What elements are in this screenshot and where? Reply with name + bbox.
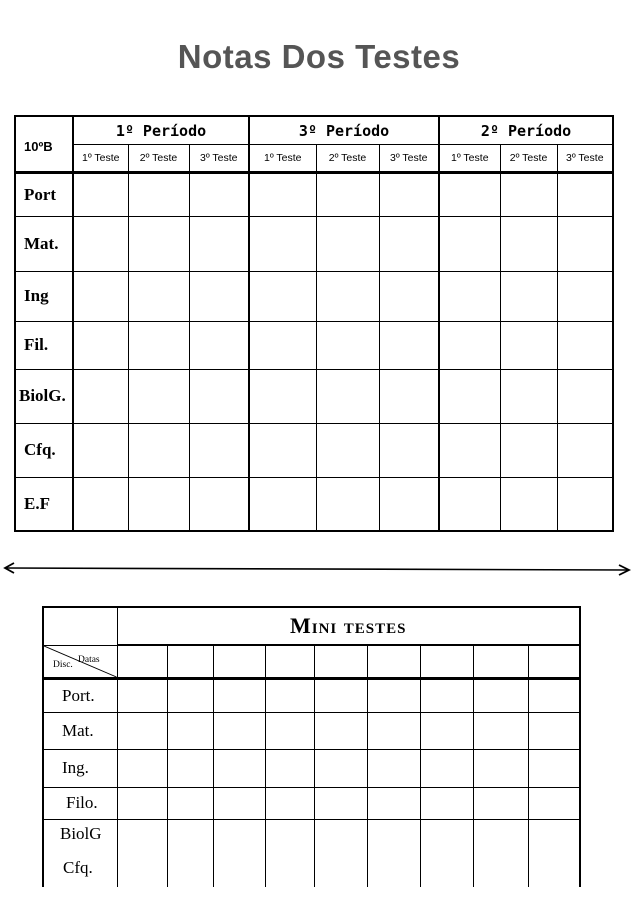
- mini-subject-label: Cfq.: [43, 849, 117, 887]
- date-cell[interactable]: [420, 645, 473, 678]
- grade-cell[interactable]: [379, 271, 439, 321]
- grade-cell[interactable]: [189, 477, 249, 531]
- period-header: 2º Período: [439, 116, 613, 144]
- mini-grade-cell[interactable]: [213, 849, 265, 887]
- grade-cell[interactable]: [500, 369, 557, 423]
- table-row: [43, 849, 580, 887]
- mini-grade-cell[interactable]: [528, 819, 580, 849]
- table-row: [43, 787, 580, 819]
- grade-cell[interactable]: [439, 216, 500, 271]
- mini-tests-title: Mini testes: [117, 607, 580, 645]
- test-header: 1º Teste: [249, 144, 316, 172]
- mini-grade-cell[interactable]: [528, 712, 580, 749]
- table-row: [15, 271, 613, 321]
- mini-grade-cell[interactable]: [167, 678, 213, 712]
- grade-cell[interactable]: [189, 423, 249, 477]
- mini-subject-label: Filo.: [43, 787, 117, 819]
- grade-cell[interactable]: [439, 321, 500, 369]
- mini-grade-cell[interactable]: [367, 749, 420, 787]
- dates-header-label: Datas: [78, 654, 100, 665]
- subject-label: Cfq.: [15, 423, 73, 477]
- mini-grade-cell[interactable]: [117, 712, 167, 749]
- grade-cell[interactable]: [500, 477, 557, 531]
- date-cell[interactable]: [473, 645, 528, 678]
- mini-grade-cell[interactable]: [420, 712, 473, 749]
- test-header: 2º Teste: [128, 144, 189, 172]
- table-row: [15, 369, 613, 423]
- grade-cell[interactable]: [379, 216, 439, 271]
- mini-grade-cell[interactable]: [473, 712, 528, 749]
- grade-cell[interactable]: [557, 271, 613, 321]
- date-cell[interactable]: [265, 645, 314, 678]
- mini-grade-cell[interactable]: [314, 712, 367, 749]
- date-cell[interactable]: [528, 645, 580, 678]
- grade-cell[interactable]: [73, 477, 128, 531]
- grade-cell[interactable]: [439, 369, 500, 423]
- mini-grade-cell[interactable]: [420, 749, 473, 787]
- grade-cell[interactable]: [189, 271, 249, 321]
- grade-cell[interactable]: [249, 216, 316, 271]
- subject-label: E.F: [15, 477, 73, 531]
- mini-grade-cell[interactable]: [367, 849, 420, 887]
- diagonal-header-cell: [43, 645, 117, 678]
- grade-cell[interactable]: [379, 172, 439, 216]
- mini-grade-cell[interactable]: [528, 787, 580, 819]
- mini-grade-cell[interactable]: [420, 849, 473, 887]
- grades-table: [14, 115, 614, 532]
- mini-grade-cell[interactable]: [420, 787, 473, 819]
- grade-cell[interactable]: [379, 423, 439, 477]
- grade-cell[interactable]: [316, 369, 379, 423]
- grade-cell[interactable]: [439, 172, 500, 216]
- table-row: [15, 477, 613, 531]
- grade-cell[interactable]: [557, 369, 613, 423]
- mini-grade-cell[interactable]: [265, 849, 314, 887]
- test-header: 2º Teste: [500, 144, 557, 172]
- grade-cell[interactable]: [189, 216, 249, 271]
- grade-cell[interactable]: [500, 321, 557, 369]
- grade-cell[interactable]: [249, 477, 316, 531]
- grade-cell[interactable]: [557, 423, 613, 477]
- grade-cell[interactable]: [379, 369, 439, 423]
- grade-cell[interactable]: [249, 271, 316, 321]
- mini-grade-cell[interactable]: [473, 749, 528, 787]
- mini-subject-label: Mat.: [43, 712, 117, 749]
- mini-grade-cell[interactable]: [167, 819, 213, 849]
- test-header: 2º Teste: [316, 144, 379, 172]
- mini-grade-cell[interactable]: [117, 787, 167, 819]
- grade-cell[interactable]: [128, 172, 189, 216]
- grade-cell[interactable]: [73, 321, 128, 369]
- mini-grade-cell[interactable]: [167, 749, 213, 787]
- date-cell[interactable]: [314, 645, 367, 678]
- mini-grade-cell[interactable]: [367, 712, 420, 749]
- mini-grade-cell[interactable]: [117, 819, 167, 849]
- date-cell[interactable]: [167, 645, 213, 678]
- test-header: 3º Teste: [557, 144, 613, 172]
- mini-subject-label: Port.: [43, 678, 117, 712]
- date-cell[interactable]: [367, 645, 420, 678]
- grade-cell[interactable]: [128, 216, 189, 271]
- grade-cell[interactable]: [249, 172, 316, 216]
- mini-grade-cell[interactable]: [265, 678, 314, 712]
- test-header: 3º Teste: [189, 144, 249, 172]
- mini-grade-cell[interactable]: [367, 819, 420, 849]
- mini-grade-cell[interactable]: [265, 819, 314, 849]
- subjects-header-label: Disc.: [53, 659, 73, 670]
- mini-grade-cell[interactable]: [473, 678, 528, 712]
- grade-cell[interactable]: [249, 321, 316, 369]
- mini-subject-label: BiolG: [43, 819, 117, 849]
- mini-grade-cell[interactable]: [265, 787, 314, 819]
- grade-cell[interactable]: [500, 172, 557, 216]
- mini-grade-cell[interactable]: [473, 849, 528, 887]
- grade-cell[interactable]: [128, 369, 189, 423]
- period-header: 3º Período: [249, 116, 439, 144]
- grade-cell[interactable]: [249, 369, 316, 423]
- grade-cell[interactable]: [439, 423, 500, 477]
- grade-cell[interactable]: [128, 271, 189, 321]
- mini-grade-cell[interactable]: [167, 787, 213, 819]
- mini-grade-cell[interactable]: [314, 749, 367, 787]
- grade-cell[interactable]: [73, 172, 128, 216]
- subject-label: Fil.: [15, 321, 73, 369]
- period-header: 1º Período: [73, 116, 249, 144]
- grade-cell[interactable]: [189, 172, 249, 216]
- mini-grade-cell[interactable]: [213, 819, 265, 849]
- grade-cell[interactable]: [500, 271, 557, 321]
- grade-cell[interactable]: [557, 477, 613, 531]
- mini-grade-cell[interactable]: [367, 787, 420, 819]
- grade-cell[interactable]: [439, 271, 500, 321]
- subject-label: Port: [15, 172, 73, 216]
- grade-cell[interactable]: [316, 172, 379, 216]
- table-row: [43, 819, 580, 849]
- mini-grade-cell[interactable]: [213, 749, 265, 787]
- grade-cell[interactable]: [316, 216, 379, 271]
- mini-grade-cell[interactable]: [167, 712, 213, 749]
- grade-cell[interactable]: [316, 477, 379, 531]
- grade-cell[interactable]: [316, 271, 379, 321]
- test-header: 1º Teste: [439, 144, 500, 172]
- mini-subject-label: Ing.: [43, 749, 117, 787]
- table-row: [43, 678, 580, 712]
- class-label: 10ºB: [15, 116, 73, 172]
- grade-cell[interactable]: [557, 216, 613, 271]
- mini-grade-cell[interactable]: [420, 819, 473, 849]
- double-arrow-divider: [2, 559, 632, 579]
- grade-cell[interactable]: [500, 423, 557, 477]
- mini-grade-cell[interactable]: [473, 787, 528, 819]
- mini-grade-cell[interactable]: [528, 678, 580, 712]
- grade-cell[interactable]: [316, 321, 379, 369]
- mini-grade-cell[interactable]: [367, 678, 420, 712]
- grade-cell[interactable]: [379, 321, 439, 369]
- mini-grade-cell[interactable]: [117, 749, 167, 787]
- test-header: 3º Teste: [379, 144, 439, 172]
- grade-cell[interactable]: [189, 321, 249, 369]
- mini-corner-top: [43, 607, 117, 645]
- test-header: 1º Teste: [73, 144, 128, 172]
- grade-cell[interactable]: [557, 172, 613, 216]
- grade-cell[interactable]: [128, 423, 189, 477]
- table-row: [43, 712, 580, 749]
- mini-grade-cell[interactable]: [167, 849, 213, 887]
- subject-label: Ing: [15, 271, 73, 321]
- grade-cell[interactable]: [73, 216, 128, 271]
- grade-cell[interactable]: [189, 369, 249, 423]
- mini-grade-cell[interactable]: [314, 678, 367, 712]
- subject-label: Mat.: [15, 216, 73, 271]
- mini-grade-cell[interactable]: [528, 849, 580, 887]
- table-row: [15, 321, 613, 369]
- mini-grade-cell[interactable]: [117, 849, 167, 887]
- mini-grade-cell[interactable]: [314, 819, 367, 849]
- grade-cell[interactable]: [73, 423, 128, 477]
- mini-grade-cell[interactable]: [213, 787, 265, 819]
- grade-cell[interactable]: [500, 216, 557, 271]
- grade-cell[interactable]: [557, 321, 613, 369]
- mini-grade-cell[interactable]: [314, 849, 367, 887]
- mini-grade-cell[interactable]: [420, 678, 473, 712]
- table-row: [15, 216, 613, 271]
- date-cell[interactable]: [213, 645, 265, 678]
- mini-grade-cell[interactable]: [265, 749, 314, 787]
- table-row: [43, 749, 580, 787]
- mini-grade-cell[interactable]: [265, 712, 314, 749]
- mini-grade-cell[interactable]: [314, 787, 367, 819]
- grade-cell[interactable]: [379, 477, 439, 531]
- mini-grade-cell[interactable]: [213, 712, 265, 749]
- grade-cell[interactable]: [249, 423, 316, 477]
- mini-tests-table: [42, 606, 581, 887]
- mini-grade-cell[interactable]: [117, 678, 167, 712]
- mini-grade-cell[interactable]: [213, 678, 265, 712]
- grade-cell[interactable]: [439, 477, 500, 531]
- page-title: Notas Dos Testes: [177, 38, 461, 75]
- table-row: [15, 423, 613, 477]
- date-cell[interactable]: [117, 645, 167, 678]
- grade-cell[interactable]: [73, 271, 128, 321]
- subject-label: BiolG.: [15, 369, 73, 423]
- grade-cell[interactable]: [128, 477, 189, 531]
- grade-cell[interactable]: [316, 423, 379, 477]
- mini-grade-cell[interactable]: [528, 749, 580, 787]
- grade-cell[interactable]: [128, 321, 189, 369]
- grade-cell[interactable]: [73, 369, 128, 423]
- mini-grade-cell[interactable]: [473, 819, 528, 849]
- table-row: [15, 172, 613, 216]
